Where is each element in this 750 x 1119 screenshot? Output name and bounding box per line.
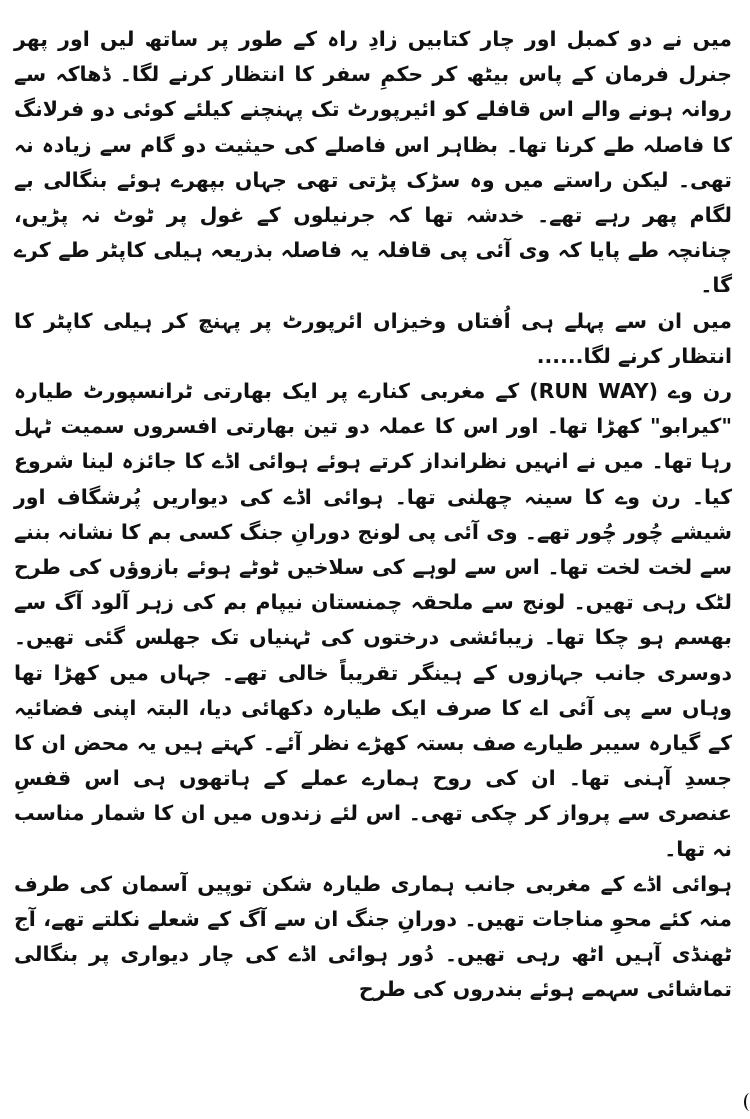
- paragraph-departure: میں نے دو کمبل اور چار کتابیں زادِ راہ کے طور پر ساتھ لیں اور پھر جنرل فرمان کے پاس بیٹھ کر حکمِ سفر کا انتظار کرنے لگا۔ ڈھاکہ سے روانہ ہونے والے اس قافلے کو ائیرپورٹ تک پہنچنے کیلئے کوئی دو فرلانگ کا فاصلہ طے کرنا تھا۔ بظاہر اس فاصلے کی حیثیت دو گام سے زیادہ نہ تھی۔ لیکن راستے میں وہ سڑک پڑتی تھی جہاں بپھرے ہوئے بنگالی بے لگام پھر رہے تھے۔ خدشہ تھا کہ جرنیلوں کے غول پر ٹوٹ نہ پڑیں، چنانچہ طے پایا کہ وی آئی پی قافلہ یہ فاصلہ بذریعہ ہیلی کاپٹر طے کرے گا۔: [14, 27, 732, 298]
- page-edge-mark: [744, 1093, 750, 1111]
- paragraph-runway: رن وے (RUN WAY) کے مغربی کنارے پر ایک بھارتی ٹرانسپورٹ طیارہ "کیرابو" کھڑا تھا۔ اور اس کا عملہ دو تین بھارتی افسروں سمیت ٹہل رہا تھا۔ میں نے انہیں نظرانداز کرتے ہوئے ہوائی اڈے کا جائزہ لینا شروع کیا۔ رن وے کا سینہ چھلنی تھا۔ ہوائی اڈے کی دیواریں پُرشگاف اور شیشے چُور چُور تھے۔ وی آئی پی لونج دورانِ جنگ کسی بم کا نشانہ بننے سے لخت لخت تھا۔ اس سے لوہے کی سلاخیں ٹوٹے ہوئے بازوؤں کی طرح لٹک رہی تھیں۔ لونج سے ملحقہ چمنستان نیپام بم کی زہر آلود آگ سے بھسم ہو چکا تھا۔ زیبائشی درختوں کی ٹہنیاں تک جھلس گئی تھیں۔ دوسری جانب جہازوں کے ہینگر تقریباً خالی تھے۔ جہاں میں کھڑا تھا وہاں سے پی آئی اے کا صرف ایک طیارہ دکھائی دیا، البتہ اپنی فضائیہ کے گیارہ سیبر طیارے صف بستہ کھڑے نظر آئے۔ کہتے ہیں یہ محض ان کا جسدِ آہنی تھا۔ ان کی روح ہمارے عملے کے ہاتھوں ہی اس قفسِ عنصری سے پرواز کر چکی تھی۔ اس لئے زندوں میں ان کا شمار مناسب نہ تھا۔: [14, 379, 732, 861]
- paragraph-airport-wait: میں ان سے پہلے ہی اُفتاں وخیزاں ائرپورٹ پر پہنچ کر ہیلی کاپٹر کا انتظار کرنے لگا......: [14, 308, 732, 368]
- paragraph-anti-aircraft-guns: ہوائی اڈے کے مغربی جانب ہماری طیارہ شکن توپیں آسمان کی طرف منہ کئے محوِ مناجات تھیں۔ دورانِ جنگ ان سے آگ کے شعلے نکلتے تھے، آج ٹھنڈی آہیں اٹھ رہی تھیں۔ دُور ہوائی اڈے کی چار دیواری پر بنگالی تماشائی سہمے ہوئے بندروں کی طرح: [14, 871, 732, 1002]
